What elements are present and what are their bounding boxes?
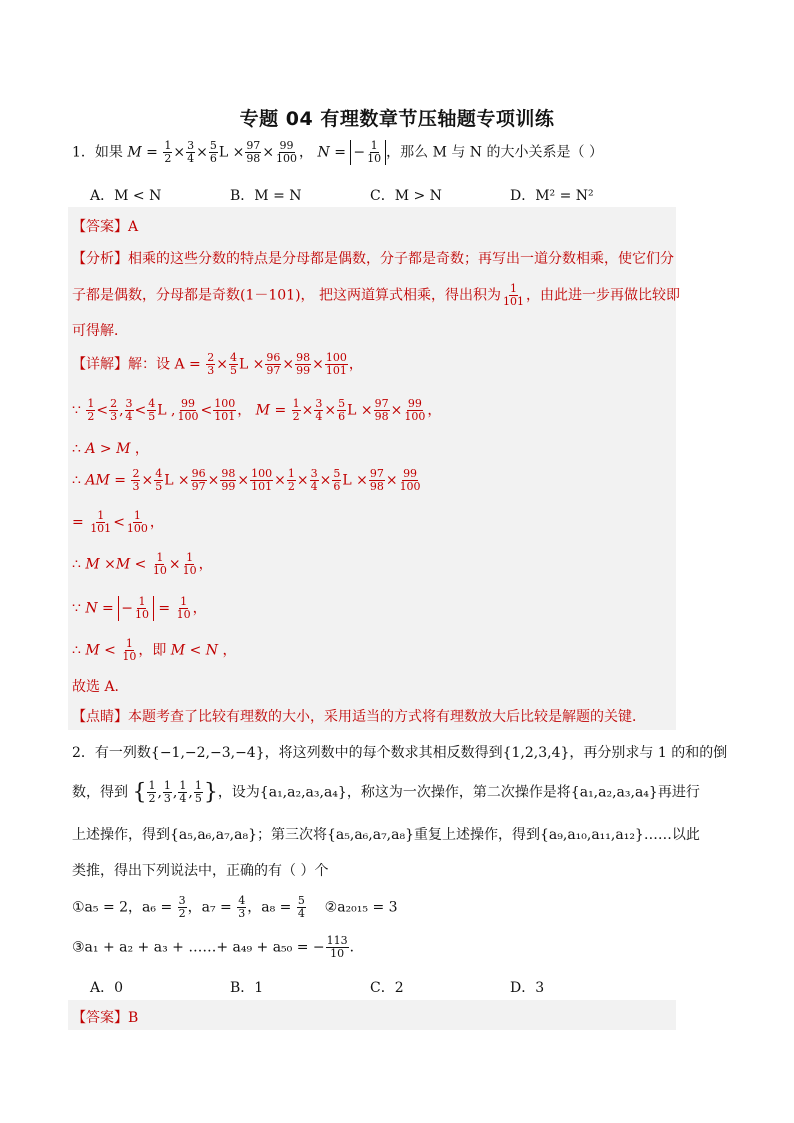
q2-answer (72, 1007, 138, 1027)
q2-option-b: B．1 (230, 980, 264, 996)
q1-detail-line7: ∵ N = − $\frac{1}{10}$ = $\frac{1}{10}$ ， (72, 595, 207, 621)
q1-detail-line4: ∴ AM = $\frac{2}{3}$ × $\frac{4}{5}$ L × $\frac{96}{97}$ × $\frac{98}{99}$ × $\frac{100}{101}$ × $\frac{1}{2}$ × $\frac{3}{4}$ × $\frac{5}{6}$ L × $\frac{97}{98}$ × $\frac{99}{100}$ (72, 467, 421, 493)
analysis-text-2a: 子都是偶数，分母都是奇数(1－101)， 把这两道算式相乘，得出积为 (72, 287, 502, 304)
q2-options (90, 977, 650, 997)
q1-options (90, 185, 650, 205)
q2-line3: 上述操作，得到{a₅,a₆,a₇,a₈}；第三次将{a₅,a₆,a₇,a₈}重复上述操作，得到{a₉,a₁₀,a₁₁,a₁₂}……以此 (72, 827, 700, 843)
analysis-text-1: 相乘的这些分数的特点是分母都是偶数，分子都是奇数；再写出一道分数相乘，使它们分 (128, 251, 674, 267)
q1-detail-line2: ∵ $\frac{1}{2}$ < $\frac{2}{3}$ , $\frac{3}{4}$ < $\frac{4}{5}$ L , $\frac{99}{100}$ < $\frac{100}{101}$ ， M = $\frac{1}{2}$ × $\frac{3}{4}$ × $\frac{5}{6}$ L × $\frac{97}{98}$ × $\frac{99}{100}$ ， (72, 397, 442, 423)
q2-option-c: C．2 (370, 980, 404, 996)
q1-detail-line5: = $\frac{1}{101}$ < $\frac{1}{100}$ ， (72, 509, 164, 535)
q2-answer-value: B (128, 1010, 139, 1026)
q2-line4: 类推，得出下列说法中，正确的有（ ）个 (72, 863, 329, 879)
q2-statement1-b: ，a₇ = (187, 899, 232, 916)
page-title: 专题 04 有理数章节压轴题专项训练 (239, 108, 555, 130)
q2-line2: 数，得到 { $\frac{1}{2}$ , $\frac{1}{3}$ , $\frac{1}{4}$ , $\frac{1}{5}$ }，设为{a₁,a₂,a₃,a₄}，称这为一次操作，第二次操作是将{a₁,a₂,a₃,a₄}再进行 (72, 779, 700, 805)
q2-answer-box (68, 1000, 676, 1030)
q2-line2-b: ，设为{a₁,a₂,a₃,a₄}，称这为一次操作，第二次操作是将{a₁,a₂,a₃,a₄}再进行 (217, 784, 700, 801)
q1-comment (72, 706, 646, 726)
q1-analysis-line1 (72, 248, 674, 268)
q1-analysis-line3: 可得解． (72, 323, 128, 339)
q1-detail-line8: ∴ M < $\frac{1}{10}$ ，即 M < N ， (72, 637, 237, 663)
q2-statement2: ②a₂₀₁₅ = 3 (324, 899, 398, 916)
q1-stem-prefix: 1．如果 (72, 144, 123, 161)
q2-statements-1-2: ①a₅ = 2，a₆ = $\frac{3}{2}$ ，a₇ = $\frac{4}{3}$ ，a₈ = $\frac{5}{4}$ ②a₂₀₁₅ = 3 (72, 894, 398, 920)
q1-option-b: B．M = N (230, 188, 302, 204)
q2-line1: 2．有一列数{−1,−2,−3,−4}，将这列数中的每个数求其相反数得到{1,2,3,4}，再分别求与 1 的和的倒 (72, 745, 728, 761)
answer-value: A (128, 219, 139, 235)
analysis-tag: 【分析】 (72, 251, 128, 267)
q1-detail-line3: ∴ A > M ， (72, 441, 149, 457)
q1-analysis-line2: 子都是偶数，分母都是奇数(1－101)， 把这两道算式相乘，得出积为 $\frac{1}{101}$ ，由此进一步再做比较即 (72, 282, 681, 308)
q2-answer-tag: 【答案】 (72, 1010, 128, 1026)
q2-line2-a: 数，得到 (72, 784, 128, 801)
q2-option-d: D．3 (510, 980, 545, 996)
q2-statement3: ③a₁ + a₂ + a₃ + ……+ a₄₉ + a₅₀ = − (72, 939, 325, 956)
q1-conclusion: 故选 A． (72, 679, 129, 695)
q2-statement1-a: ①a₅ = 2，a₆ = (72, 899, 173, 916)
q1-stem-suffix: ，那么 M 与 N 的大小关系是（ ） (386, 144, 603, 161)
comment-text: 本题考查了比较有理数的大小，采用适当的方式将有理数放大后比较是解题的关键． (128, 709, 646, 725)
q1-detail-line6: ∴ M ×M < $\frac{1}{10}$ × $\frac{1}{10}$ ， (72, 551, 213, 577)
q1-option-a: A．M < N (90, 188, 162, 204)
analysis-text-2b: ，由此进一步再做比较即 (526, 287, 681, 304)
comment-tag: 【点睛】 (72, 709, 128, 725)
detail-text-1: 解：设 A = (128, 356, 201, 373)
q1-answer (72, 216, 138, 236)
q2-statement-3: ③a₁ + a₂ + a₃ + ……+ a₄₉ + a₅₀ = − $\frac{113}{10}$ ． (72, 934, 364, 960)
q1-option-d: D．M² = N² (510, 188, 594, 204)
q2-statement1-c: ，a₈ = (247, 899, 292, 916)
detail-tag: 【详解】 (72, 356, 128, 373)
answer-tag: 【答案】 (72, 219, 128, 235)
q1-detail-line1: 【详解】解：设 A = $\frac{2}{3}$ × $\frac{4}{5}$ L × $\frac{96}{97}$ × $\frac{98}{99}$ × $\frac{100}{101}$ ， (72, 351, 363, 377)
q1-stem: 1．如果 M = $\frac{1}{2}$ × $\frac{3}{4}$ × $\frac{5}{6}$ L × $\frac{97}{98}$ × $\frac{99}{100}$ ， N = − $\frac{1}{10}$ ，那么 M 与 N 的大小关系是（ ） (72, 139, 603, 165)
q2-option-a: A．0 (90, 980, 124, 996)
q1-option-c: C．M > N (370, 188, 442, 204)
